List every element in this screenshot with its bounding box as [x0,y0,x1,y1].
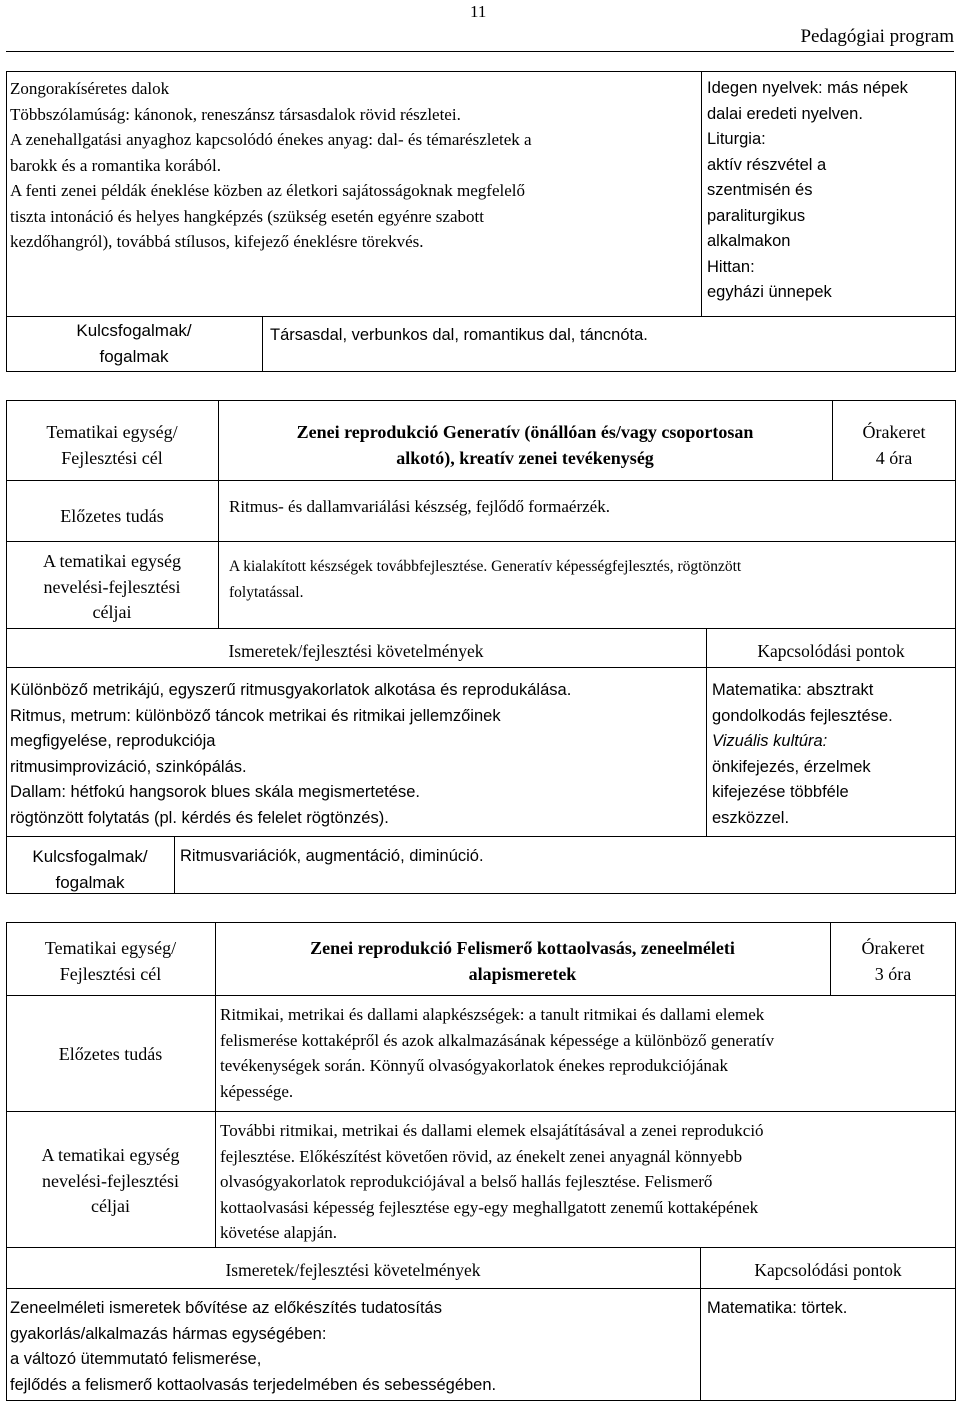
goals-value [220,1118,764,1246]
requirements-header: Ismeretek/fejlesztési követelmények [228,641,484,661]
keyterms-label-line: Kulcsfogalmak/ [76,321,192,340]
prior-value: Ritmus- és dallamvariálási készség, fejlődő formaérzék. [229,497,610,516]
divider [6,316,956,317]
unit-label-line: Fejlesztési cél [59,963,162,984]
unit-label [6,420,218,471]
divider [6,1111,956,1112]
goals-line: követése alapján. [220,1223,338,1242]
connection-line: Matematika: absztrakt [712,681,874,699]
requirement-line: Dallam: hétfokú hangsorok blues skála megismertetése. [10,783,420,801]
divider [6,667,956,668]
keyterms-label-line: fogalmak [55,872,125,892]
goals-label-line: céljai [92,602,132,622]
keyterms-label [6,318,262,369]
connection-line: Hittan: [707,257,755,276]
connection-line: kifejezése többféle [712,783,849,801]
hours [830,936,956,987]
divider [6,836,956,837]
prior-label: Előzetes tudás [58,1044,163,1064]
divider [701,71,702,316]
connection-line: Vizuális kultúra: [712,732,828,750]
requirement-line: Különböző metrikájú, egyszerű ritmusgyakorlatok alkotása és reprodukálása. [10,681,572,699]
unit-title [215,936,830,987]
goals-line: olvasógyakorlatok reprodukciójával a belső hallás fejlesztése. Felismerő [220,1172,713,1191]
unit-title [218,420,832,471]
requirements-header: Ismeretek/fejlesztési követelmények [225,1260,481,1280]
unit-label-line: Tematikai egység/ [46,422,178,442]
divider [6,628,956,629]
divider [6,1247,956,1248]
goals-label-line: A tematikai egység [43,551,181,571]
divider [6,480,956,481]
connection-line: eszközzel. [712,808,790,827]
requirement-line: rögtönzött folytatás (pl. kérdés és felelet rögtönzés). [10,808,389,827]
divider [262,316,263,372]
unit-title-line: alapismeretek [468,963,577,984]
requirement-line: fejlődés a felismerő kottaolvasás terjedelmében és sebességében. [10,1375,497,1394]
prior-value [220,1002,774,1104]
connection-line: önkifejezés, érzelmek [712,757,871,776]
keyterms-label-line: Kulcsfogalmak/ [32,847,148,866]
connection-line: Idegen nyelvek: más népek [707,79,908,97]
prior-line: képessége. [220,1081,294,1101]
hours-label: Órakeret [861,938,925,958]
keyterms-value: Társasdal, verbunkos dal, romantikus dal, táncnóta. [270,326,648,344]
document-title: Pedagógiai program [800,26,954,47]
page-number: 11 [470,2,487,21]
content-line: kezdőhangról), továbbá stílusos, kifejező éneklésre törekvés. [10,232,424,251]
unit-title-line: alkotó), kreatív zenei tevékenység [396,447,654,468]
content-line: Többszólamúság: kánonok, reneszánsz társasdalok rövid részletei. [10,104,461,124]
connection-line: Matematika: törtek. [707,1299,848,1317]
requirement-line: gyakorlás/alkalmazás hármas egységében: [10,1324,327,1343]
connection-line: szentmisén és [707,181,813,199]
connection-line: dalai eredeti nyelven. [707,104,863,123]
hours-value: 4 óra [875,447,913,468]
connections-list [707,1296,847,1322]
unit-label [6,936,215,987]
connection-line: aktív részvétel a [707,155,827,174]
divider [6,541,956,542]
content-line: Zongorakíséretes dalok [10,79,170,98]
connections-list [707,76,908,306]
divider [6,995,956,996]
keyterms-label [6,844,174,895]
goals-line: További ritmikai, metrikai és dallami elemek elsajátításával a zenei reprodukció [220,1121,764,1140]
goals-line: fejlesztése. Előkészítést követően rövid, az énekelt zenei anyagnál könnyebb [220,1146,743,1166]
content-list [10,76,532,255]
connections-list [712,678,893,831]
hours-label: Órakeret [862,422,926,442]
divider [174,836,175,894]
requirement-line: a változó ütemmutató felismerése, [10,1350,262,1368]
goals-label-line: A tematikai egység [41,1145,180,1165]
connections-header: Kapcsolódási pontok [757,641,905,661]
goals-label [6,1143,215,1220]
requirement-line: megfigyelése, reprodukciója [10,732,216,750]
connections-header: Kapcsolódási pontok [754,1260,902,1280]
goals-line: folytatással. [229,583,304,601]
content-line: tiszta intonáció és helyes hangképzés (szükség esetén egyénre szabott [10,206,484,226]
unit-label-line: Fejlesztési cél [61,447,163,468]
connection-line: paraliturgikus [707,206,806,225]
prior-line: tevékenységek során. Könnyű olvasógyakorlatok énekes reprodukciójának [220,1056,728,1075]
goals-label-line: céljai [91,1196,130,1216]
header-rule [6,51,954,52]
connection-line: Liturgia: [707,130,766,148]
hours-value: 3 óra [874,963,912,984]
requirements-list [10,678,571,831]
goals-value [229,554,741,605]
goals-label-line: nevelési-fejlesztési [42,1170,179,1191]
connection-line: gondolkodás fejlesztése. [712,706,893,725]
prior-label: Előzetes tudás [60,506,164,526]
goals-label [6,549,218,626]
content-line: A zenehallgatási anyaghoz kapcsolódó énekes anyag: dal- és témarészletek a [10,130,532,149]
connection-line: alkalmakon [707,232,791,250]
divider [6,1288,956,1289]
keyterms-value: Ritmusvariációk, augmentáció, diminúció. [180,847,484,865]
connection-line: egyházi ünnepek [707,283,832,301]
requirement-line: Ritmus, metrum: különböző táncok metrikai és ritmikai jellemzőinek [10,706,501,725]
goals-line: kottaolvasási képesség fejlesztése egy-egy meghallgatott zenemű kottaképének [220,1197,759,1217]
unit-label-line: Tematikai egység/ [44,938,177,958]
prior-line: felismerése kottaképről és azok alkalmazásának képessége a különböző generatív [220,1030,775,1050]
goals-label-line: nevelési-fejlesztési [43,576,181,597]
requirements-list [10,1296,496,1398]
unit-title-line: Zenei reprodukció Felismerő kottaolvasás, zeneelméleti [310,938,735,958]
goals-line: A kialakított készségek továbbfejlesztése. Generatív képességfejlesztés, rögtönzött [229,558,742,575]
keyterms-label-line: fogalmak [99,346,169,366]
content-line: A fenti zenei példák éneklése közben az életkori sajátosságoknak megfelelő [10,181,525,200]
requirement-line: Zeneelméleti ismeretek bővítése az előkészítés tudatosítás [10,1299,442,1317]
prior-line: Ritmikai, metrikai és dallami alapkészségek: a tanult ritmikai és dallami elemek [220,1005,765,1024]
requirement-line: ritmusimprovizáció, szinkópálás. [10,757,247,776]
content-line: barokk és a romantika korából. [10,155,222,175]
unit-title-line: Zenei reprodukció Generatív (önállóan és/vagy csoportosan [296,422,754,442]
hours [832,420,956,471]
